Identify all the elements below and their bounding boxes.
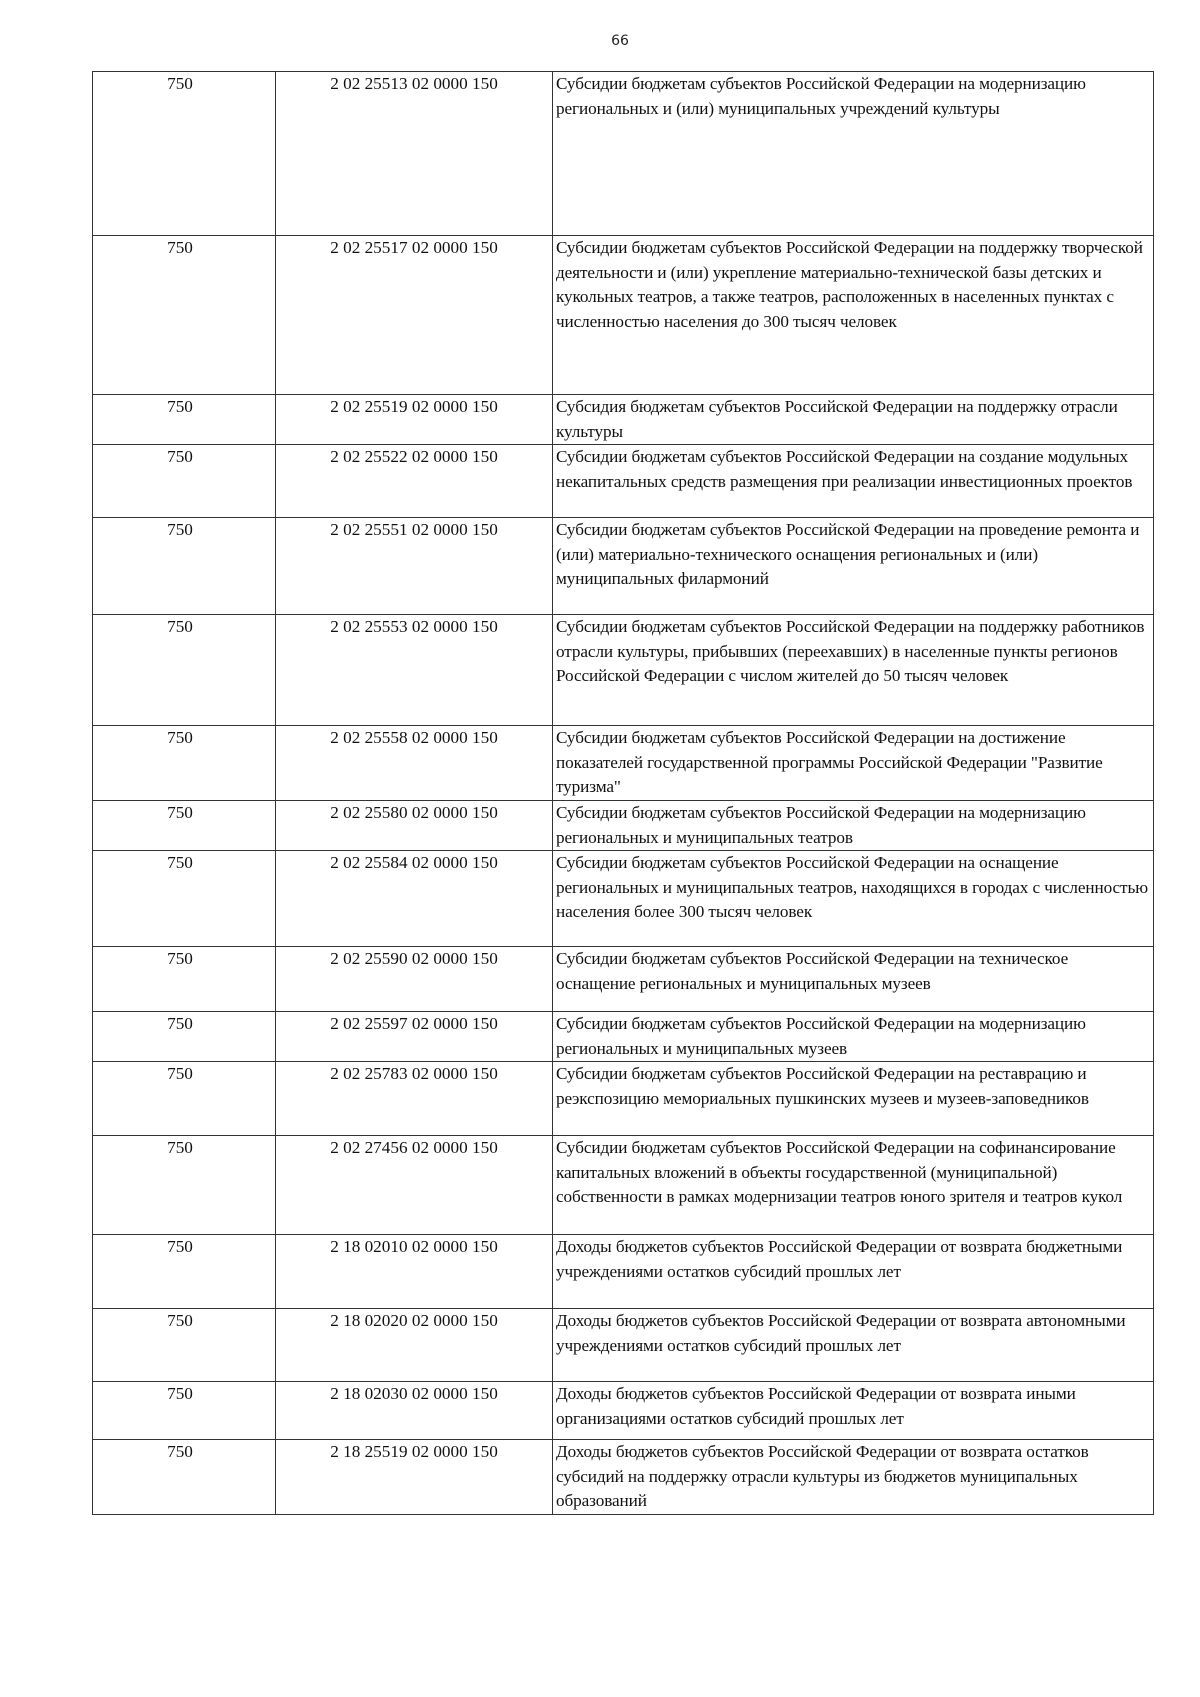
table-row bbox=[93, 851, 1154, 947]
description-cell: Субсидии бюджетам субъектов Российской Федерации на модернизацию региональных и (или) муниципальных учреждений культуры bbox=[553, 72, 1154, 236]
description-cell: Субсидии бюджетам субъектов Российской Федерации на создание модульных некапитальных средств размещения при реализации инвестиционных проектов bbox=[553, 445, 1154, 518]
table-row bbox=[93, 395, 1154, 445]
description-cell: Субсидии бюджетам субъектов Российской Федерации на софинансирование капитальных вложений в объекты государственной (муниципальной) собственности в рамках модернизации театров юного зрителя и театров кукол bbox=[553, 1136, 1154, 1235]
table-row bbox=[93, 445, 1154, 518]
description-cell: Субсидии бюджетам субъектов Российской Федерации на модернизацию региональных и муниципальных музеев bbox=[553, 1012, 1154, 1062]
description-cell: Субсидия бюджетам субъектов Российской Федерации на поддержку отрасли культуры bbox=[553, 395, 1154, 445]
budget-code-cell: 2 02 25553 02 0000 150 bbox=[276, 615, 553, 726]
budget-code-cell: 2 02 25558 02 0000 150 bbox=[276, 726, 553, 801]
budget-code-cell: 2 02 25517 02 0000 150 bbox=[276, 236, 553, 395]
admin-code-cell: 750 bbox=[93, 236, 276, 395]
budget-code-cell: 2 02 25590 02 0000 150 bbox=[276, 947, 553, 1012]
budget-code-cell: 2 02 27456 02 0000 150 bbox=[276, 1136, 553, 1235]
admin-code-cell: 750 bbox=[93, 1062, 276, 1136]
budget-code-cell: 2 18 02030 02 0000 150 bbox=[276, 1382, 553, 1440]
admin-code-cell: 750 bbox=[93, 72, 276, 236]
table-row bbox=[93, 1382, 1154, 1440]
page-number: 66 bbox=[611, 33, 629, 49]
table-row bbox=[93, 1309, 1154, 1382]
table-row bbox=[93, 1136, 1154, 1235]
table-row bbox=[93, 236, 1154, 395]
admin-code-cell: 750 bbox=[93, 1440, 276, 1515]
description-cell: Субсидии бюджетам субъектов Российской Федерации на поддержку творческой деятельности и (или) укрепление материально-технической базы детских и кукольных театров, а также театров, расположенных в населенных пунктах с численностью населения до 300 тысяч человек bbox=[553, 236, 1154, 395]
admin-code-cell: 750 bbox=[93, 445, 276, 518]
description-cell: Субсидии бюджетам субъектов Российской Федерации на оснащение региональных и муниципальных театров, находящихся в городах с численностью населения более 300 тысяч человек bbox=[553, 851, 1154, 947]
budget-code-cell: 2 18 25519 02 0000 150 bbox=[276, 1440, 553, 1515]
table-row bbox=[93, 615, 1154, 726]
table-row bbox=[93, 518, 1154, 615]
budget-codes-table bbox=[92, 71, 1154, 1515]
budget-code-cell: 2 02 25522 02 0000 150 bbox=[276, 445, 553, 518]
admin-code-cell: 750 bbox=[93, 1012, 276, 1062]
table-row bbox=[93, 947, 1154, 1012]
admin-code-cell: 750 bbox=[93, 615, 276, 726]
description-cell: Субсидии бюджетам субъектов Российской Федерации на поддержку работников отрасли культуры, прибывших (переехавших) в населенные пункты регионов Российской Федерации с числом жителей до 50 тысяч человек bbox=[553, 615, 1154, 726]
description-cell: Доходы бюджетов субъектов Российской Федерации от возврата бюджетными учреждениями остатков субсидий прошлых лет bbox=[553, 1235, 1154, 1309]
admin-code-cell: 750 bbox=[93, 851, 276, 947]
description-cell: Субсидии бюджетам субъектов Российской Федерации на модернизацию региональных и муниципальных театров bbox=[553, 801, 1154, 851]
admin-code-cell: 750 bbox=[93, 1309, 276, 1382]
table-row bbox=[93, 1440, 1154, 1515]
budget-code-cell: 2 02 25551 02 0000 150 bbox=[276, 518, 553, 615]
description-cell: Субсидии бюджетам субъектов Российской Федерации на реставрацию и реэкспозицию мемориальных пушкинских музеев и музеев-заповедников bbox=[553, 1062, 1154, 1136]
table-row bbox=[93, 72, 1154, 236]
admin-code-cell: 750 bbox=[93, 947, 276, 1012]
table-row bbox=[93, 1012, 1154, 1062]
budget-code-cell: 2 02 25584 02 0000 150 bbox=[276, 851, 553, 947]
table-row bbox=[93, 1062, 1154, 1136]
description-cell: Субсидии бюджетам субъектов Российской Федерации на техническое оснащение региональных и муниципальных музеев bbox=[553, 947, 1154, 1012]
budget-code-cell: 2 18 02020 02 0000 150 bbox=[276, 1309, 553, 1382]
budget-code-cell: 2 02 25597 02 0000 150 bbox=[276, 1012, 553, 1062]
description-cell: Доходы бюджетов субъектов Российской Федерации от возврата остатков субсидий на поддержку отрасли культуры из бюджетов муниципальных образований bbox=[553, 1440, 1154, 1515]
description-cell: Доходы бюджетов субъектов Российской Федерации от возврата автономными учреждениями остатков субсидий прошлых лет bbox=[553, 1309, 1154, 1382]
table-row bbox=[93, 801, 1154, 851]
admin-code-cell: 750 bbox=[93, 801, 276, 851]
table-row bbox=[93, 1235, 1154, 1309]
admin-code-cell: 750 bbox=[93, 1382, 276, 1440]
table-row bbox=[93, 726, 1154, 801]
admin-code-cell: 750 bbox=[93, 518, 276, 615]
description-cell: Субсидии бюджетам субъектов Российской Федерации на проведение ремонта и (или) материально-технического оснащения региональных и (или) муниципальных филармоний bbox=[553, 518, 1154, 615]
budget-code-cell: 2 18 02010 02 0000 150 bbox=[276, 1235, 553, 1309]
budget-code-cell: 2 02 25783 02 0000 150 bbox=[276, 1062, 553, 1136]
description-cell: Доходы бюджетов субъектов Российской Федерации от возврата иными организациями остатков субсидий прошлых лет bbox=[553, 1382, 1154, 1440]
admin-code-cell: 750 bbox=[93, 1136, 276, 1235]
budget-code-cell: 2 02 25519 02 0000 150 bbox=[276, 395, 553, 445]
description-cell: Субсидии бюджетам субъектов Российской Федерации на достижение показателей государственной программы Российской Федерации "Развитие туризма" bbox=[553, 726, 1154, 801]
admin-code-cell: 750 bbox=[93, 1235, 276, 1309]
budget-code-cell: 2 02 25580 02 0000 150 bbox=[276, 801, 553, 851]
budget-code-cell: 2 02 25513 02 0000 150 bbox=[276, 72, 553, 236]
admin-code-cell: 750 bbox=[93, 395, 276, 445]
admin-code-cell: 750 bbox=[93, 726, 276, 801]
